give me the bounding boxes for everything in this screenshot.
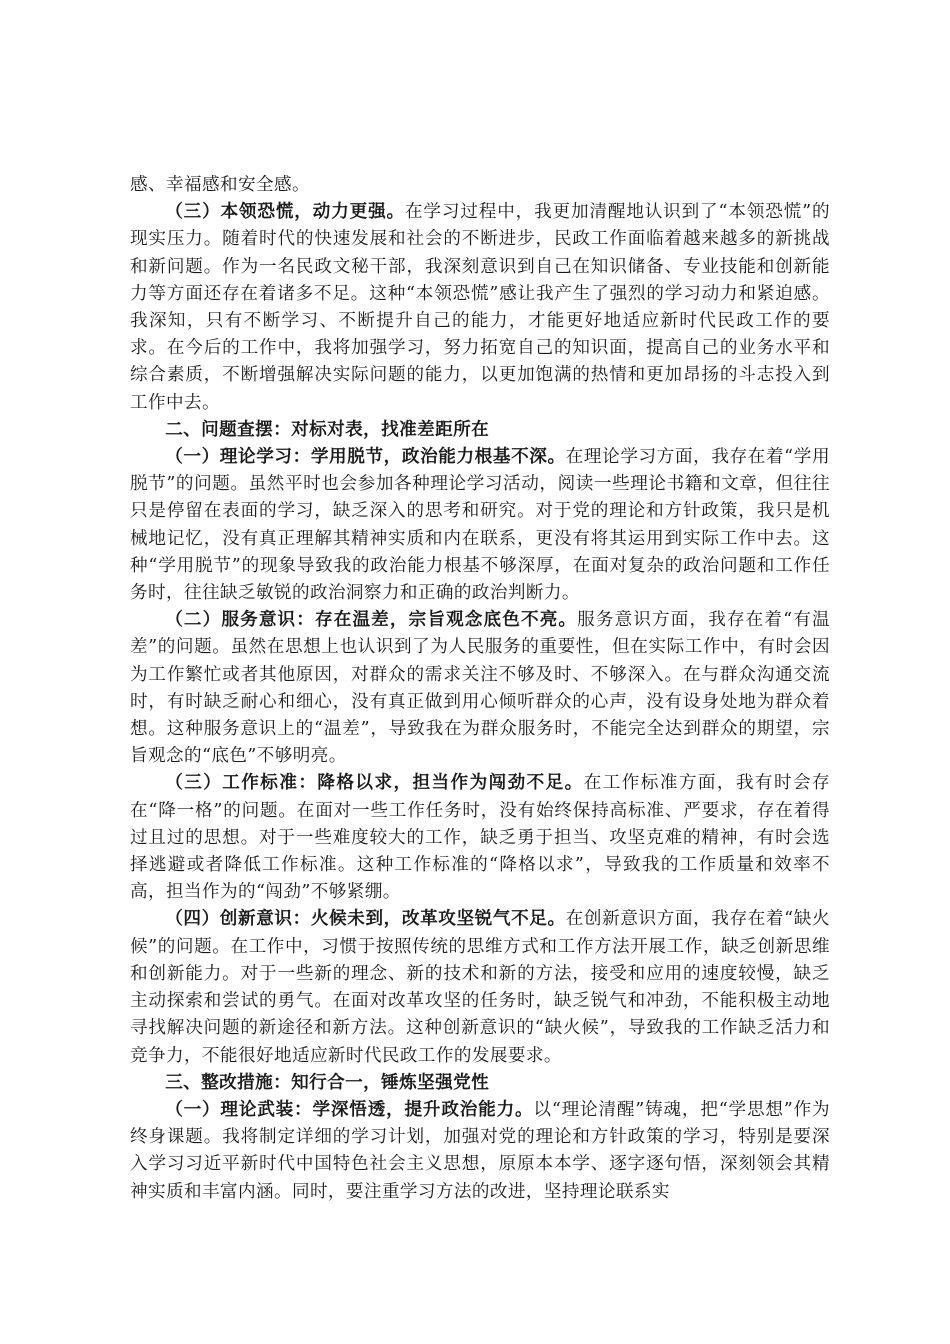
section3-item1-paragraph (130, 1097, 830, 1206)
section2-heading: 二、问题查摆：对标对表，找准差距所在 (165, 419, 490, 440)
section2-item4-paragraph (130, 906, 830, 1069)
section2-item2-title: （二）服务意识：存在温差，宗旨观念底色不亮。 (165, 610, 578, 631)
section1-item3-paragraph (130, 199, 830, 417)
section2-item4-title: （四）创新意识：火候未到，改革攻坚锐气不足。 (165, 909, 566, 930)
section2-item1-paragraph (130, 444, 830, 607)
section2-item4-body: 在创新意识方面，我存在着“缺火候”的问题。在工作中，习惯于按照传统的思维方式和工作方法开展工作，缺乏创新思维和创新能力。对于一些新的理念、新的技术和新的方法，接受和应用的速度较慢，缺乏主动探索和尝试的勇气。在面对改革攻坚的任务时，缺乏锐气和冲劲，不能积极主动地寻找解决问题的新途径和新方法。这种创新意识的“缺火候”，导致我的工作缺乏活力和竞争力，不能很好地适应新时代民政工作的发展要求。 (130, 909, 830, 1066)
section3-item1-body: 以“理论清醒”铸魂，把“学思想”作为终身课题。我将制定详细的学习计划，加强对党的理论和方针政策的学习，特别是要深入学习习近平新时代中国特色社会主义思想，原原本本学、逐字逐句悟，深刻领会其精神实质和丰富内涵。同时，要注重学习方法的改进，坚持理论联系实 (130, 1099, 830, 1202)
intro-tail-paragraph: 感、幸福感和安全感。 (130, 175, 310, 195)
section3-heading: 三、整改措施：知行合一，锤炼坚强党性 (165, 1072, 490, 1093)
section2-item2-body: 服务意识方面，我存在着“有温差”的问题。虽然在思想上也认识到了为人民服务的重要性，但在实际工作中，有时会因为工作繁忙或者其他原因，对群众的需求关注不够及时、不够深入。在与群众沟通交流时，有时缺乏耐心和细心，没有真正做到用心倾听群众的心声，没有设身处地为群众着想。这种服务意识上的“温差”，导致我在为群众服务时，不能完全达到群众的期望，宗旨观念的“底色”不够明亮。 (130, 610, 830, 767)
section2-item1-title: （一）理论学习：学用脱节，政治能力根基不深。 (165, 447, 566, 468)
section2-item1-body: 在理论学习方面，我存在着“学用脱节”的问题。虽然平时也会参加各种理论学习活动，阅读一些理论书籍和文章，但往往只是停留在表面的学习，缺乏深入的思考和研究。对于党的理论和方针政策，我只是机械地记忆，没有真正理解其精神实质和内在联系，更没有将其运用到实际工作中去。这种“学用脱节”的现象导致我的政治能力根基不够深厚，在面对复杂的政治问题和工作任务时，往往缺乏敏锐的政治洞察力和正确的政治判断力。 (130, 447, 830, 604)
section1-item3-body: 在学习过程中，我更加清醒地认识到了“本领恐慌”的现实压力。随着时代的快速发展和社会的不断进步，民政工作面临着越来越多的新挑战和新问题。作为一名民政文秘干部，我深刻意识到自己在知识储备、专业技能和创新能力等方面还存在着诸多不足。这种“本领恐慌”感让我产生了强烈的学习动力和紧迫感。我深知，只有不断学习、不断提升自己的能力，才能更好地适应新时代民政工作的要求。在今后的工作中，我将加强学习，努力拓宽自己的知识面，提高自己的业务水平和综合素质，不断增强解决实际问题的能力，以更加饱满的热情和更加昂扬的斗志投入到工作中去。 (130, 202, 831, 413)
section2-item2-paragraph (130, 607, 830, 770)
section3-item1-title: （一）理论武装：学深悟透，提升政治能力。 (165, 1099, 534, 1120)
section1-item3-title: （三）本领恐慌，动力更强。 (165, 202, 405, 223)
section2-item3-paragraph (130, 770, 830, 906)
section2-item3-body: 在工作标准方面，我有时会存在“降一格”的问题。在面对一些工作任务时，没有始终保持高标准、严要求，存在着得过且过的思想。对于一些难度较大的工作，缺乏勇于担当、攻坚克难的精神，有时会选择逃避或者降低工作标准。这种工作标准的“降格以求”，导致我的工作质量和效率不高，担当作为的“闯劲”不够紧绷。 (130, 773, 830, 903)
section2-item3-title: （三）工作标准：降格以求，担当作为闯劲不足。 (165, 773, 584, 794)
document-page (130, 172, 830, 1206)
